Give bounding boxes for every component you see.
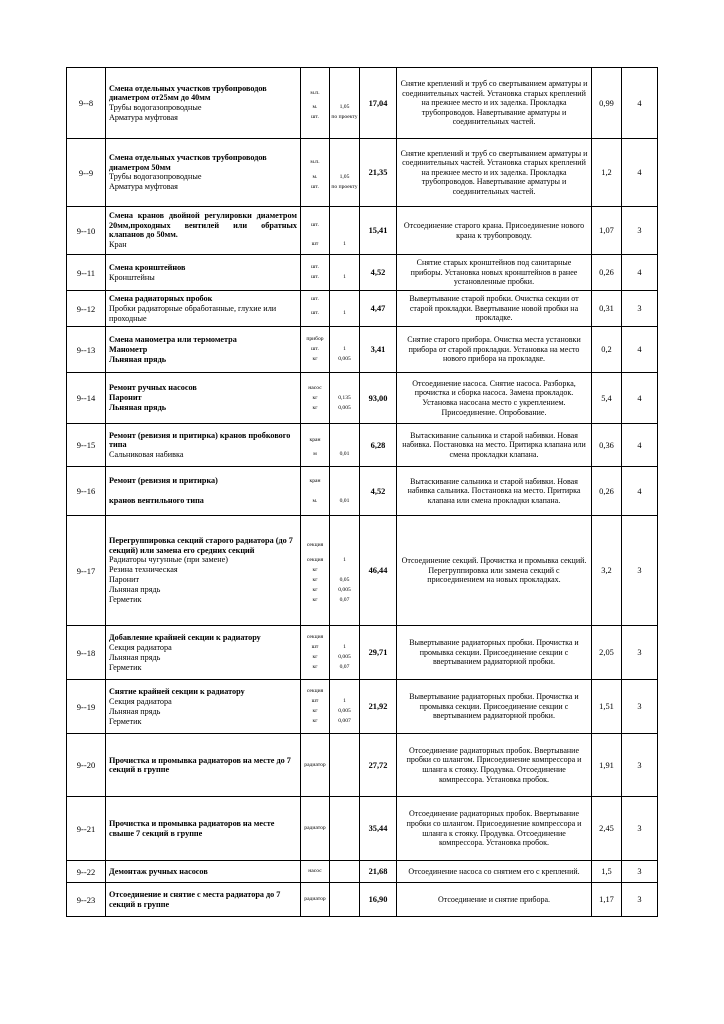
item-number: 9--13 (67, 327, 106, 373)
item-name-cell (106, 68, 301, 139)
item-name-cell (106, 734, 301, 797)
unit-cell (301, 68, 330, 139)
quantity-text: 0,07 (339, 596, 350, 603)
quantity-text: 0,07 (339, 664, 350, 671)
unit-cell (301, 327, 330, 373)
unit-cell (301, 516, 330, 626)
unit-text: шт. (311, 295, 319, 302)
table-row (67, 373, 658, 424)
unit-text: кг (312, 576, 318, 583)
material-name: кранов вентильного типа (109, 496, 204, 506)
item-name-cell (106, 516, 301, 626)
labor-time: 1,2 (592, 139, 622, 207)
unit-text: шт (311, 241, 319, 248)
quantity-text (331, 486, 358, 496)
labor-time: 0,2 (592, 327, 622, 373)
table-row (67, 291, 658, 327)
material-name: Трубы водогазопроводные (109, 102, 202, 112)
material-name: Льняная прядь (109, 354, 167, 364)
table-row (67, 68, 658, 139)
quantity-text (331, 84, 358, 103)
price-value: 17,04 (360, 68, 397, 139)
item-number: 9--17 (67, 516, 106, 626)
quantity-cell (330, 327, 360, 373)
unit-text: кг (312, 394, 318, 401)
unit-text: насос (308, 384, 322, 391)
price-value: 21,35 (360, 139, 397, 207)
quantity-text (331, 335, 358, 345)
item-number: 9--22 (67, 861, 106, 883)
quantity-text: 0,005 (338, 404, 351, 411)
table-row (67, 626, 658, 680)
unit-text: кг (312, 708, 318, 715)
unit-text: м. (312, 497, 318, 504)
work-title: Перегруппировка секций старого радиатора (до 7 секций) или замена его средних секций (109, 536, 293, 555)
work-title: Смена радиаторных пробок (109, 294, 213, 304)
quantity-text (331, 565, 358, 575)
unit-text: радиатор (304, 896, 326, 903)
item-name-cell (106, 207, 301, 255)
worker-category: 3 (622, 797, 658, 861)
item-name-cell (106, 424, 301, 467)
unit-text: радиатор (304, 825, 326, 832)
work-description: Снятие креплений и труб со свертыванием арматуры и соединительных частей. Установка старых креплений на прежнее место и их заделка. Прокладка трубопроводов. Навертывание арматуры и соединительных частей. (397, 68, 592, 139)
work-title: Смена кронштейнов (109, 262, 186, 272)
item-number: 9--10 (67, 207, 106, 255)
work-description: Отсоединение насоса со снятием его с креплений. (397, 861, 592, 883)
material-name: Льняная прядь (109, 585, 161, 595)
labor-time: 0,26 (592, 467, 622, 516)
unit-text: м.п. (310, 159, 320, 166)
quantity-cell (330, 255, 360, 291)
table-row (67, 861, 658, 883)
quantity-text (331, 633, 358, 643)
quantity-cell (330, 467, 360, 516)
unit-cell (301, 424, 330, 467)
labor-time: 5,4 (592, 373, 622, 424)
labor-time: 1,07 (592, 207, 622, 255)
material-name: Манометр (109, 344, 148, 354)
unit-cell (301, 467, 330, 516)
price-value: 21,68 (360, 861, 397, 883)
material-name: Герметик (109, 662, 142, 672)
worker-category: 3 (622, 207, 658, 255)
work-title: Смена манометра или термометра (109, 334, 237, 344)
work-description: Снятие старых кронштейнов под санитарные приборы. Установка новых кронштейнов в ранее установленные пробки. (397, 255, 592, 291)
price-table (66, 67, 658, 917)
unit-cell (301, 626, 330, 680)
quantity-text (331, 819, 358, 838)
unit-cell (301, 291, 330, 327)
work-title: Смена отдельных участков трубопроводов диаметром от25мм до 40мм (109, 83, 267, 102)
quantity-cell (330, 883, 360, 917)
table-row (67, 883, 658, 917)
unit-text: кран (309, 477, 321, 484)
unit-cell (301, 255, 330, 291)
work-description: Отсоединение и снятие прибора. (397, 883, 592, 917)
labor-time: 1,17 (592, 883, 622, 917)
unit-text: кг (312, 566, 318, 573)
material-name: Сальниковая набивка (109, 449, 184, 459)
quantity-text: 0,135 (338, 394, 351, 401)
work-title: Снятие крайней секции к радиатору (109, 686, 245, 696)
work-title: Ремонт ручных насосов (109, 383, 197, 393)
material-name: Арматура муфтовая (109, 182, 178, 192)
table-row (67, 424, 658, 467)
work-title: Смена отдельных участков трубопроводов диаметром 50мм (109, 153, 267, 172)
unit-cell (301, 373, 330, 424)
quantity-text (331, 212, 358, 240)
quantity-text: 0,005 (338, 708, 351, 715)
unit-text (302, 486, 328, 496)
material-name: Трубы водогазопроводные (109, 172, 202, 182)
unit-text: шт. (311, 264, 319, 271)
table-row (67, 327, 658, 373)
worker-category: 3 (622, 680, 658, 734)
work-description: Снятие креплений и труб со свертыванием арматуры и соединительных частей. Установка старых креплений на прежнее место и их заделка. Прокладка трубопроводов. Навертывание арматуры и соединительных частей. (397, 139, 592, 207)
unit-cell (301, 139, 330, 207)
quantity-cell (330, 207, 360, 255)
unit-cell (301, 207, 330, 255)
worker-category: 3 (622, 626, 658, 680)
unit-text: насос (308, 868, 322, 875)
worker-category: 3 (622, 734, 658, 797)
worker-category: 4 (622, 139, 658, 207)
quantity-text: 1 (343, 274, 346, 281)
unit-cell (301, 680, 330, 734)
table-row (67, 207, 658, 255)
labor-time: 0,31 (592, 291, 622, 327)
labor-time: 2,05 (592, 626, 622, 680)
unit-text: м (313, 451, 317, 458)
unit-text: секция (306, 688, 324, 695)
item-name-cell (106, 680, 301, 734)
labor-time: 3,2 (592, 516, 622, 626)
table-row (67, 139, 658, 207)
quantity-cell (330, 291, 360, 327)
item-name-cell (106, 139, 301, 207)
quantity-cell (330, 797, 360, 861)
labor-time: 0,36 (592, 424, 622, 467)
item-name-cell (106, 467, 301, 516)
material-name: Резина техническая (109, 565, 178, 575)
quantity-text: 0,05 (339, 576, 350, 583)
quantity-text (331, 383, 358, 393)
work-title: Ремонт (ревизия и притирка) (109, 476, 218, 486)
unit-text: кг (312, 586, 318, 593)
unit-cell (301, 797, 330, 861)
unit-text: кг (312, 654, 318, 661)
price-value: 4,47 (360, 291, 397, 327)
quantity-text: 0,005 (338, 356, 351, 363)
item-name-cell (106, 291, 301, 327)
worker-category: 3 (622, 883, 658, 917)
price-value: 3,41 (360, 327, 397, 373)
quantity-text: по проекту (331, 114, 358, 121)
work-description: Отсоединение радиаторных пробок. Ввертывание пробки со шлангом. Присоединение компрессора и шланга к стояку. Продувка. Отсоединение компрессора. Установка пробок. (397, 797, 592, 861)
quantity-text: 1,05 (339, 173, 350, 180)
unit-text: м. (312, 173, 318, 180)
material-name: Льняная прядь (109, 652, 161, 662)
unit-cell (301, 861, 330, 883)
table-row (67, 680, 658, 734)
price-value: 93,00 (360, 373, 397, 424)
item-number: 9--16 (67, 467, 106, 516)
unit-text: шт (311, 644, 319, 651)
table-row (67, 255, 658, 291)
unit-text: шт. (311, 310, 319, 317)
work-description: Отсоединение насоса. Снятие насоса. Разборка, прочистка и сборка насоса. Замена прокладок. Установка насосана место с укреплением. Присоединение. Опробование. (397, 373, 592, 424)
work-title: Прочистка и промывка радиаторов на месте до 7 секций в группе (109, 755, 291, 774)
work-description: Снятие старого прибора. Очистка места установки прибора от старой прокладки. Установка на место нового прибора на прокладке. (397, 327, 592, 373)
unit-cell (301, 883, 330, 917)
item-number: 9--8 (67, 68, 106, 139)
item-number: 9--23 (67, 883, 106, 917)
unit-text: кг (312, 664, 318, 671)
work-title: Прочистка и промывка радиаторов на месте свыше 7 секций в группе (109, 819, 275, 838)
work-title: Ремонт (ревизия и притирка) кранов пробкового типа (109, 430, 291, 449)
table-row (67, 516, 658, 626)
material-name: Секция радиатора (109, 642, 172, 652)
quantity-text (331, 476, 358, 486)
unit-text: м. (312, 104, 318, 111)
unit-text: м.п. (310, 89, 320, 96)
price-value: 15,41 (360, 207, 397, 255)
labor-time: 0,26 (592, 255, 622, 291)
item-name-cell (106, 626, 301, 680)
material-name: Паронит (109, 575, 140, 585)
price-value: 16,90 (360, 883, 397, 917)
unit-text: секция (306, 542, 324, 549)
worker-category: 4 (622, 373, 658, 424)
quantity-cell (330, 861, 360, 883)
quantity-text (331, 536, 358, 555)
worker-category: 4 (622, 255, 658, 291)
unit-text: кг (312, 356, 318, 363)
worker-category: 3 (622, 291, 658, 327)
material-name: Льняная прядь (109, 403, 167, 413)
work-description: Вывертывание радиаторных пробки. Прочистка и промывка секции. Присоединение секции с ввертыванием радиаторной пробки. (397, 626, 592, 680)
material-name: Арматура муфтовая (109, 112, 178, 122)
quantity-text: 0,005 (338, 654, 351, 661)
unit-text: шт. (311, 274, 319, 281)
quantity-text (331, 756, 358, 775)
price-value: 35,44 (360, 797, 397, 861)
material-name: Паронит (109, 393, 142, 403)
price-value: 4,52 (360, 255, 397, 291)
material-name (109, 486, 297, 496)
unit-text: кран (309, 436, 321, 443)
quantity-text: по проекту (331, 183, 358, 190)
unit-text: кг (312, 596, 318, 603)
material-name: Кран (109, 239, 127, 249)
unit-text: шт. (311, 183, 319, 190)
work-title: Демонтаж ручных насосов (109, 866, 208, 876)
item-name-cell (106, 373, 301, 424)
quantity-text (331, 294, 358, 304)
work-description: Вытаскивание сальника и старой набивки. Новая набивка сальника. Постановка на место. Притирка клапана или смена прокладки клапана. (397, 467, 592, 516)
quantity-text: 1 (343, 556, 346, 563)
unit-text: секция (306, 556, 324, 563)
unit-text: радиатор (304, 761, 326, 768)
work-description: Отсоединение старого крана. Присоединение нового крана к трубопроводу. (397, 207, 592, 255)
quantity-text (331, 153, 358, 172)
quantity-text (331, 431, 358, 450)
price-value: 27,72 (360, 734, 397, 797)
work-description: Вывертывание старой пробки. Очистка секции от старой прокладки. Ввертывание новой пробки на прокладке. (397, 291, 592, 327)
item-number: 9--9 (67, 139, 106, 207)
unit-text: шт. (311, 114, 319, 121)
quantity-cell (330, 516, 360, 626)
quantity-cell (330, 734, 360, 797)
unit-text: секция (306, 634, 324, 641)
price-value: 21,92 (360, 680, 397, 734)
item-name-cell (106, 797, 301, 861)
labor-time: 1,5 (592, 861, 622, 883)
worker-category: 4 (622, 327, 658, 373)
material-name: Секция радиатора (109, 696, 172, 706)
item-name-cell (106, 255, 301, 291)
unit-text: шт (311, 698, 319, 705)
worker-category: 3 (622, 861, 658, 883)
unit-text: кг (312, 404, 318, 411)
quantity-text: 0,005 (338, 586, 351, 593)
material-name: Пробки радиаторные обработанные, глухие или проходные (109, 304, 277, 323)
item-number: 9--14 (67, 373, 106, 424)
quantity-cell (330, 139, 360, 207)
table-row (67, 467, 658, 516)
item-name-cell (106, 327, 301, 373)
material-name: Льняная прядь (109, 706, 161, 716)
quantity-text: 0,01 (339, 497, 350, 504)
quantity-text: 1 (343, 346, 346, 353)
unit-text: шт. (311, 222, 319, 229)
table-row (67, 797, 658, 861)
worker-category: 4 (622, 467, 658, 516)
price-value: 4,52 (360, 467, 397, 516)
work-description: Отсоединение секций. Прочистка и промывка секций. Перегруппировка или замена секций с присоединением на новых прокладках. (397, 516, 592, 626)
work-title: Добавление крайней секции к радиатору (109, 632, 261, 642)
quantity-cell (330, 626, 360, 680)
quantity-text: 1 (343, 644, 346, 651)
labor-time: 2,45 (592, 797, 622, 861)
work-title: Отсоединение и снятие с места радиатора до 7 секций в группе (109, 890, 281, 909)
quantity-cell (330, 424, 360, 467)
item-number: 9--21 (67, 797, 106, 861)
item-number: 9--12 (67, 291, 106, 327)
material-name: Герметик (109, 716, 142, 726)
quantity-text: 0,01 (339, 451, 350, 458)
worker-category: 4 (622, 424, 658, 467)
labor-time: 1,51 (592, 680, 622, 734)
unit-cell (301, 734, 330, 797)
price-value: 6,28 (360, 424, 397, 467)
material-name: Радиаторы чугунные (при замене) (109, 555, 229, 565)
quantity-text: 1 (343, 310, 346, 317)
quantity-text (331, 263, 358, 273)
worker-category: 3 (622, 516, 658, 626)
quantity-cell (330, 680, 360, 734)
price-table-sheet (66, 67, 657, 917)
quantity-text: 1 (343, 698, 346, 705)
quantity-cell (330, 373, 360, 424)
unit-text: прибор (306, 336, 324, 343)
item-number: 9--11 (67, 255, 106, 291)
item-number: 9--15 (67, 424, 106, 467)
price-value: 46,44 (360, 516, 397, 626)
labor-time: 1,91 (592, 734, 622, 797)
quantity-text: 1,05 (339, 104, 350, 111)
quantity-text: 0,007 (338, 718, 351, 725)
material-name: Кронштейны (109, 272, 155, 282)
item-number: 9--18 (67, 626, 106, 680)
quantity-cell (330, 68, 360, 139)
unit-text: шт. (311, 346, 319, 353)
work-description: Отсоединение радиаторных пробок. Ввертывание пробки со шлангом. Присоединение компрессора и шланга к стояку. Продувка. Отсоединение компрессора. Установка пробок. (397, 734, 592, 797)
worker-category: 4 (622, 68, 658, 139)
table-row (67, 734, 658, 797)
work-description: Вывертывание радиаторных пробки. Прочистка и промывка секции. Присоединение секции с ввертыванием радиаторной пробки. (397, 680, 592, 734)
quantity-text: 1 (343, 241, 346, 248)
item-number: 9--20 (67, 734, 106, 797)
quantity-text (331, 687, 358, 697)
price-value: 29,71 (360, 626, 397, 680)
item-number: 9--19 (67, 680, 106, 734)
unit-text: кг (312, 718, 318, 725)
labor-time: 0,99 (592, 68, 622, 139)
work-description: Вытаскивание сальника и старой набивки. Новая набивка. Постановка на место. Притирка клапана или смена прокладки клапана. (397, 424, 592, 467)
item-name-cell (106, 861, 301, 883)
quantity-text (331, 867, 358, 877)
material-name: Герметик (109, 595, 142, 605)
quantity-text (331, 890, 358, 909)
item-name-cell (106, 883, 301, 917)
work-title: Смена кранов двойной регулировки диаметром 20мм,проходных вентилей или обратных клапанов до 50мм. (109, 211, 297, 240)
